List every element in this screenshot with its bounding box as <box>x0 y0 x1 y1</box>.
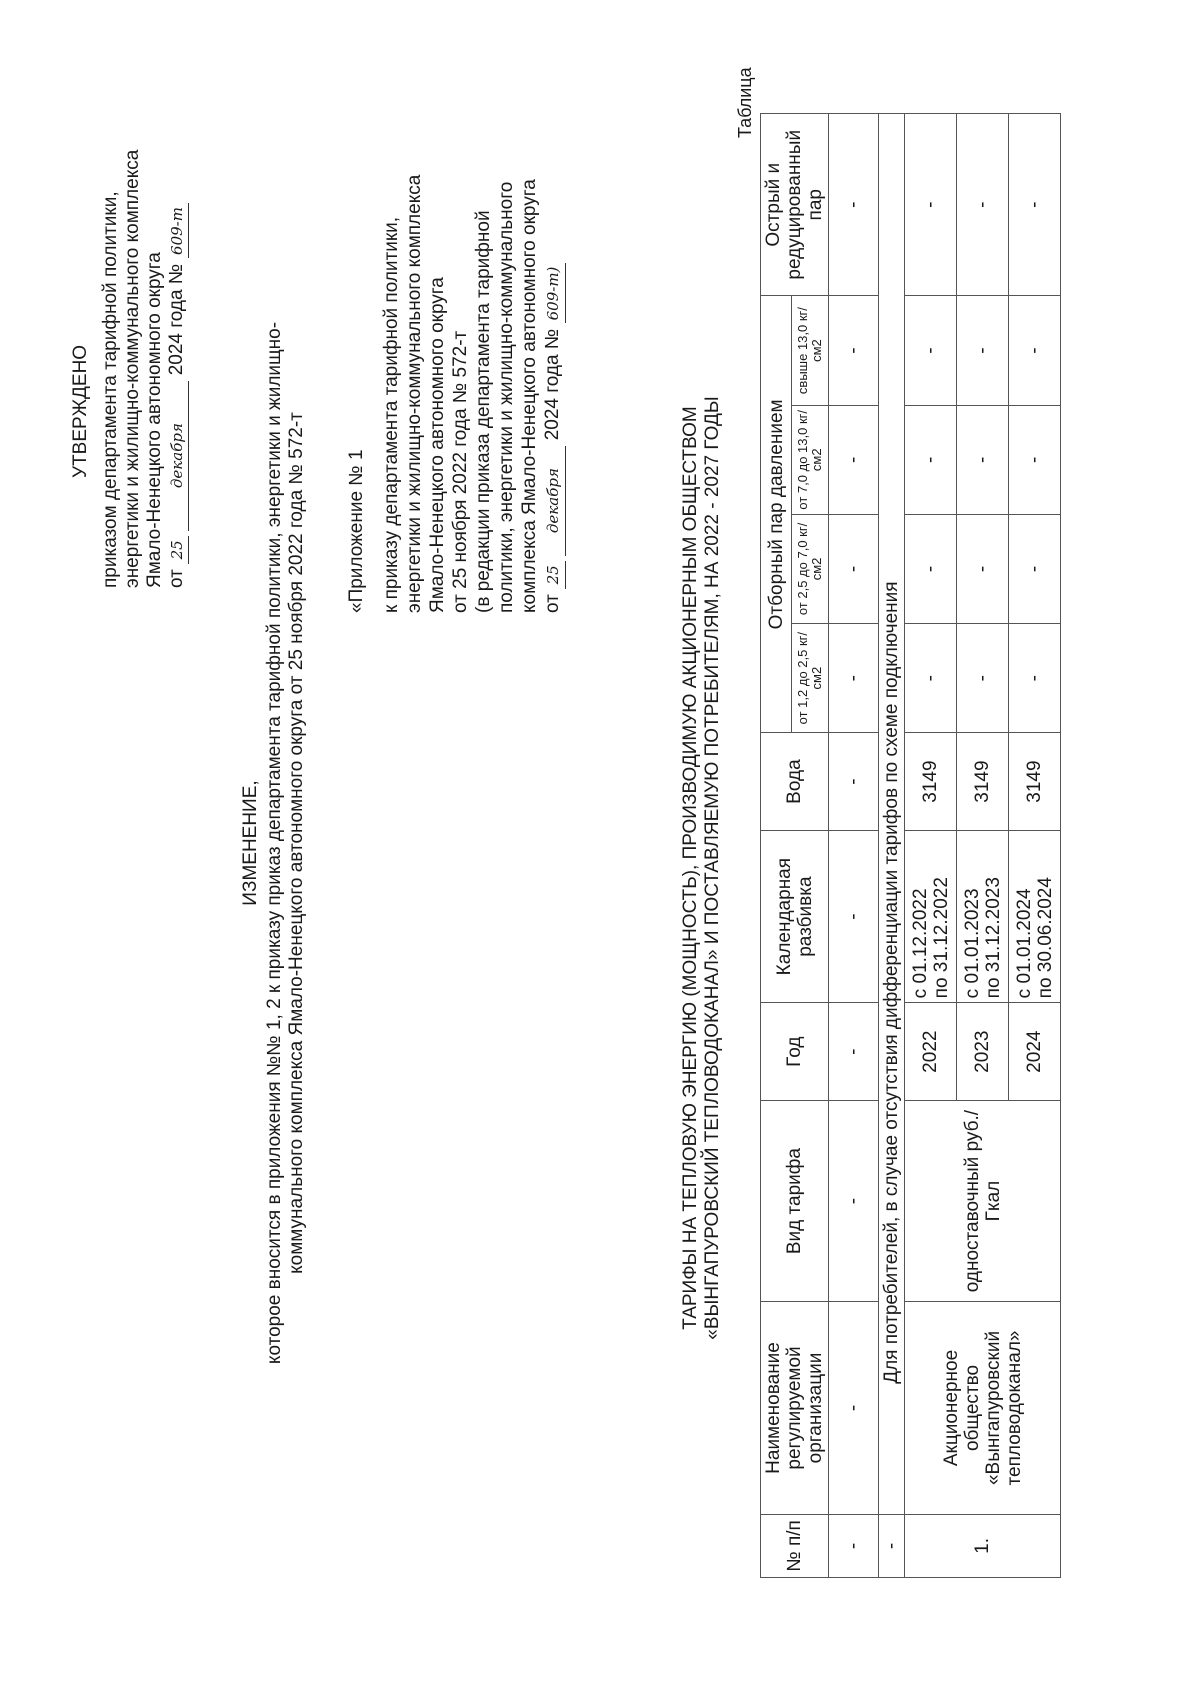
row-water: 3149 <box>905 733 957 831</box>
row-steam-4: - <box>1009 296 1061 405</box>
section-label: Для потребителей, в случае отсутствия дифференциации тарифов по схеме подключения <box>879 114 905 1515</box>
table-cell: - <box>829 733 879 831</box>
table-cell: - <box>829 405 879 514</box>
row-period: с 01.01.2024 по 30.06.2024 <box>1009 830 1061 1002</box>
approval-date-month: декабря <box>166 381 189 531</box>
table-cell: - <box>829 624 879 733</box>
change-title: ИЗМЕНЕНИЕ, <box>240 780 261 906</box>
header-steam-sub: от 2,5 до 7,0 кг/см2 <box>792 514 829 623</box>
table-cell: - <box>829 1003 879 1101</box>
appendix-line: от 25 ноября 2022 года № 572-т <box>450 330 471 613</box>
row-steam-3: - <box>905 405 957 514</box>
row-water: 3149 <box>1009 733 1061 831</box>
row-steam-1: - <box>905 624 957 733</box>
appendix-line: к приказу департамента тарифной политики, <box>381 216 402 613</box>
header-steam-sub: от 1,2 до 2,5 кг/см2 <box>792 624 829 733</box>
appendix-line: энергетики и жилищно-коммунального комплекса <box>404 174 425 613</box>
header-org: Наименование регулируемой организации <box>761 1302 829 1515</box>
tariffs-title-line: «ВЫНГАПУРОВСКИЙ ТЕПЛОВОДОКАНАЛ» И ПОСТАВЛЯЕМУЮ ПОТРЕБИТЕЛЯМ, НА 2022 - 2027 ГОДЫ <box>702 396 723 1340</box>
table-cell: - <box>829 1302 879 1515</box>
appendix-date-day: 25 <box>542 561 566 589</box>
row-water: 3149 <box>957 733 1009 831</box>
approval-line: энергетики и жилищно-коммунального комплекса <box>122 149 143 588</box>
table-cell: - <box>829 1514 879 1577</box>
appendix-date-month: декабря <box>542 446 566 556</box>
change-block <box>240 118 308 1568</box>
approval-line: Ямало-Ненецкого автономного округа <box>144 252 165 588</box>
appendix-line: комплекса Ямало-Ненецкого автономного округа <box>519 179 540 613</box>
row-steam-3: - <box>1009 405 1061 514</box>
table-cell: - <box>829 296 879 405</box>
table-header-row <box>761 114 792 1578</box>
table-cell: - <box>829 114 879 296</box>
row-steam-2: - <box>1009 514 1061 623</box>
row-period: с 01.01.2023 по 31.12.2023 <box>957 830 1009 1002</box>
row-sharp: - <box>905 114 957 296</box>
header-water: Вода <box>761 733 829 831</box>
row-steam-3: - <box>957 405 1009 514</box>
row-sharp: - <box>1009 114 1061 296</box>
approval-date-number: 609-т <box>166 203 189 258</box>
header-steam-sub: свыше 13,0 кг/см2 <box>792 296 829 405</box>
row-steam-2: - <box>905 514 957 623</box>
row-year: 2023 <box>957 1003 1009 1101</box>
header-sharp: Острый и редуцированный пар <box>761 114 829 296</box>
row-year: 2022 <box>905 1003 957 1101</box>
approval-line: приказом департамента тарифной политики, <box>100 191 121 588</box>
approval-date: от 25 декабря 2024 года № 609-т <box>166 128 189 588</box>
header-num: № п/п <box>761 1514 829 1577</box>
change-line: которое вносится в приложения №№ 1, 2 к приказу приказ департамента тарифной политики, энергетики и жилищно- <box>264 321 285 1365</box>
row-steam-4: - <box>957 296 1009 405</box>
row-steam-1: - <box>1009 624 1061 733</box>
section-num: - <box>879 1514 905 1577</box>
tariff-kind: одноставочный руб./Гкал <box>905 1101 1061 1302</box>
approval-heading: УТВЕРЖДЕНО <box>70 344 91 478</box>
appendix-line: Ямало-Ненецкого автономного округа <box>427 277 448 613</box>
appendix-date-number: 609-т) <box>542 263 566 323</box>
appendix-block <box>345 93 566 613</box>
table-row <box>905 114 957 1578</box>
header-year: Год <box>761 1003 829 1101</box>
row-steam-1: - <box>957 624 1009 733</box>
org-num: 1. <box>905 1514 1061 1577</box>
table-cell: - <box>829 1101 879 1302</box>
row-sharp: - <box>957 114 1009 296</box>
row-steam-2: - <box>957 514 1009 623</box>
appendix-line: (в редакции приказа департамента тарифной <box>473 210 494 613</box>
table-section-row <box>879 114 905 1578</box>
tariffs-title <box>680 128 724 1608</box>
tariffs-title-line: ТАРИФЫ НА ТЕПЛОВУЮ ЭНЕРГИЮ (МОЩНОСТЬ), ПРОИЗВОДИМУЮ АКЦИОНЕРНЫМ ОБЩЕСТВОМ <box>680 406 701 1330</box>
header-period: Календарная разбивка <box>761 830 829 1002</box>
change-line: коммунального комплекса Ямало-Ненецкого автономного округа от 25 ноября 2022 года № 572-т <box>286 412 307 1274</box>
row-year: 2024 <box>1009 1003 1061 1101</box>
table-label: Таблица <box>735 67 755 138</box>
approval-date-day: 25 <box>166 536 189 564</box>
row-period: с 01.12.2022 по 31.12.2022 <box>905 830 957 1002</box>
tariff-table <box>760 113 1061 1578</box>
row-steam-4: - <box>905 296 957 405</box>
approval-block <box>70 128 189 588</box>
org-name: Акционерное общество «Вынгапуровский тепловодоканал» <box>905 1302 1061 1515</box>
header-kind: Вид тарифа <box>761 1101 829 1302</box>
appendix-title: «Приложение № 1 <box>346 449 367 613</box>
table-dash-row <box>829 114 879 1578</box>
header-steam-sub: от 7,0 до 13,0 кг/см2 <box>792 405 829 514</box>
appendix-line: политики, энергетики и жилищно-коммунального <box>496 181 517 613</box>
header-steam: Отборный пар давлением <box>761 296 792 733</box>
appendix-date: от 25 декабря 2024 года № 609-т) <box>541 93 566 613</box>
table-cell: - <box>829 830 879 1002</box>
table-cell: - <box>829 514 879 623</box>
